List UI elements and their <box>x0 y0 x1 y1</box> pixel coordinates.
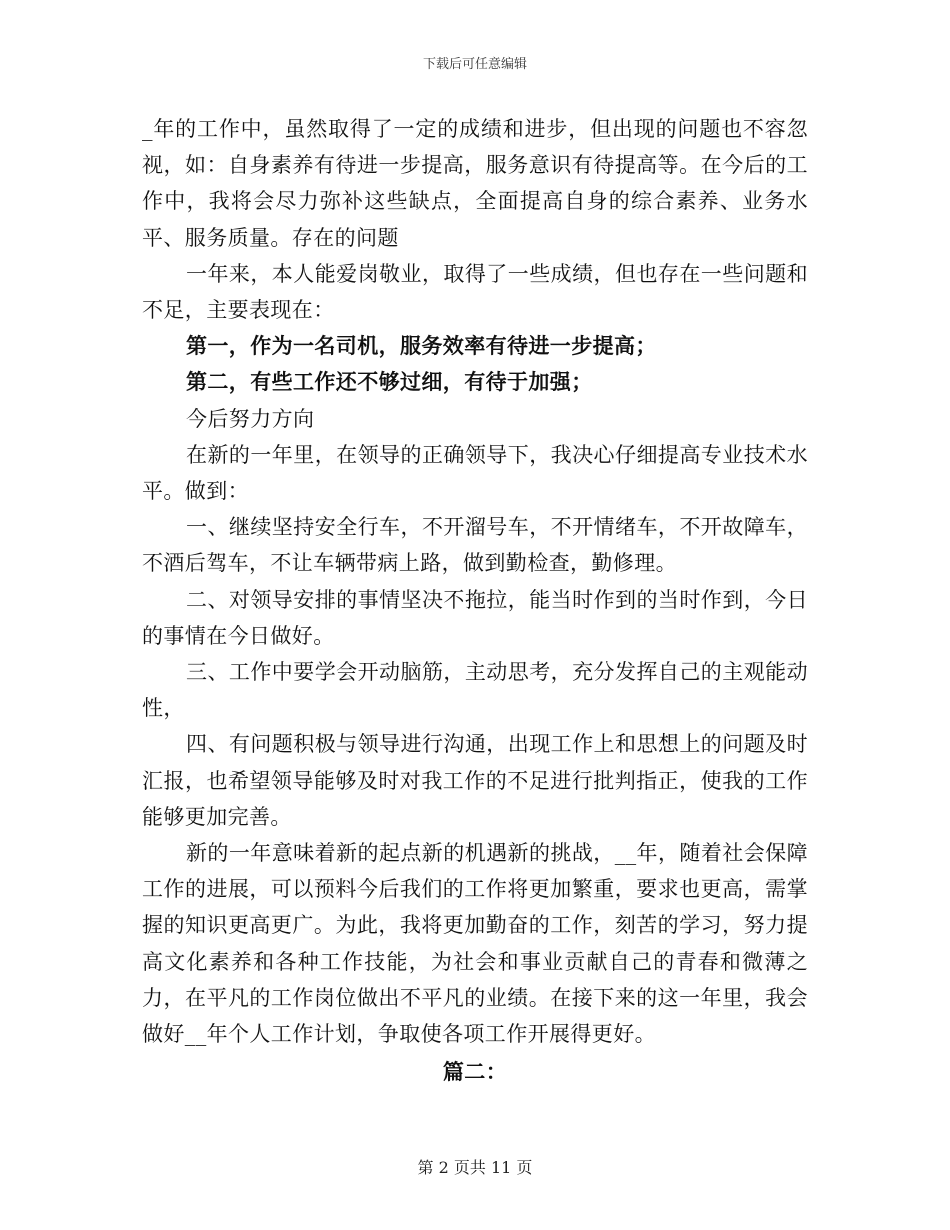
subheading-future-direction: 今后努力方向 <box>186 406 315 431</box>
paragraph-item-one: 一、继续坚持安全行车，不开溜号车，不开情绪车，不开故障车，不酒后驾车，不让车辆带病上路，做到勤检查，勤修理。 <box>142 515 808 576</box>
paragraph-conclusion: 新的一年意味着新的起点新的机遇新的挑战，__年，随着社会保障工作的进展，可以预料今后我们的工作将更加繁重，要求也更高，需掌握的知识更高更广。为此，我将更加勤奋的工作，刻苦的学习，努力提高文化素养和各种工作技能，为社会和事业贡献自己的青春和微薄之力，在平凡的工作岗位做出不平凡的业绩。在接下来的这一年里，我会做好__年个人工作计划，争取使各项工作开展得更好。 <box>142 841 808 1047</box>
section-heading: 篇二： <box>442 1059 508 1085</box>
paragraph-item-two: 二、对领导安排的事情坚决不拖拉，能当时作到的当时作到，今日的事情在今日做好。 <box>142 587 808 648</box>
paragraph-item-three: 三、工作中要学会开动脑筋，主动思考，充分发挥自己的主观能动性， <box>142 660 808 721</box>
paragraph-new-year-intro: 在新的一年里，在领导的正确领导下，我决心仔细提高专业技术水平。做到： <box>142 442 808 504</box>
paragraph-point-two: 第二，有些工作还不够过细，有待于加强； <box>186 369 593 395</box>
page-footer: 第 2 页共 11 页 <box>417 1158 533 1177</box>
paragraph-continuation: _年的工作中，虽然取得了一定的成绩和进步，但出现的问题也不容忽视，如：自身素养有待进一步提高，服务意识有待提高等。在今后的工作中，我将会尽力弥补这些缺点，全面提高自身的综合素养、业务水平、服务质量。存在的问题 <box>142 117 808 250</box>
document-body <box>142 111 808 1090</box>
paragraph-point-one: 第一，作为一名司机，服务效率有待进一步提高； <box>186 333 657 359</box>
paragraph-problems-intro: 一年来，本人能爱岗敬业，取得了一些成绩，但也存在一些问题和不足，主要表现在： <box>142 261 808 323</box>
paragraph-item-four: 四、有问题积极与领导进行沟通，出现工作上和思想上的问题及时汇报，也希望领导能够及时对我工作的不足进行批判指正，使我的工作能够更加完善。 <box>142 732 808 829</box>
page-header: 下载后可任意编辑 <box>422 57 527 72</box>
